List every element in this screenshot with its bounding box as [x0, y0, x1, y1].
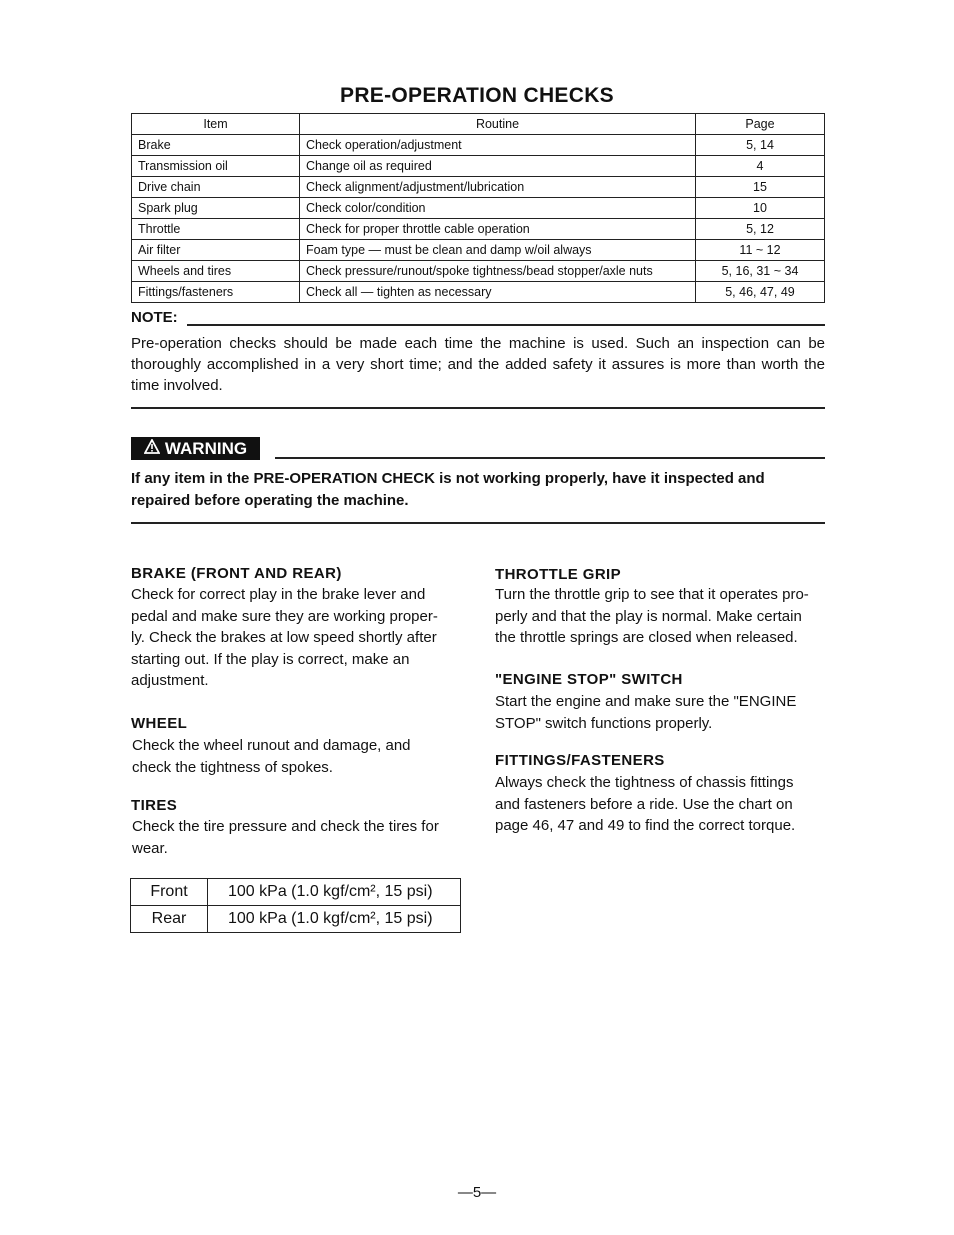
table-row	[132, 135, 825, 156]
cell-item: Drive chain	[132, 177, 300, 198]
table-row	[132, 261, 825, 282]
text-line: and fasteners before a ride. Use the chart on	[495, 795, 793, 813]
text-line: pedal and make sure they are working proper-	[131, 607, 438, 625]
text-line: perly and that the play is normal. Make certain	[495, 607, 802, 625]
section-heading-fittings: FITTINGS/FASTENERS	[495, 752, 665, 769]
table-row	[132, 240, 825, 261]
cell-routine: Check for proper throttle cable operation	[300, 219, 696, 240]
cell-routine: Check pressure/runout/spoke tightness/bead stopper/axle nuts	[300, 261, 696, 282]
section-heading-wheel: WHEEL	[131, 715, 188, 732]
text-line: Check the tire pressure and check the tires for	[132, 818, 439, 835]
text-line: adjustment.	[131, 672, 209, 689]
section-heading-throttle: THROTTLE GRIP	[495, 566, 622, 583]
table-row	[131, 906, 461, 933]
tire-rear-label: Rear	[131, 906, 208, 933]
note-text: Pre-operation checks should be made each time the machine is used. Such an inspection can be thoroughly accomplished in a very short time; and the added safety it assures is more than worth the time involved.	[131, 335, 825, 394]
cell-item: Air filter	[132, 240, 300, 261]
cell-page: 11 ~ 12	[696, 240, 825, 261]
warning-badge	[131, 437, 260, 460]
section-body-engine-stop	[495, 691, 830, 734]
table-row	[132, 282, 825, 303]
text-line: the throttle springs are closed when released.	[495, 629, 798, 646]
cell-routine: Change oil as required	[300, 156, 696, 177]
cell-page: 5, 46, 47, 49	[696, 282, 825, 303]
table-row	[132, 219, 825, 240]
table-row	[132, 198, 825, 219]
cell-item: Throttle	[132, 219, 300, 240]
column-header-page: Page	[696, 114, 825, 135]
note-label: NOTE:	[131, 309, 178, 326]
cell-page: 10	[696, 198, 825, 219]
text-line: page 46, 47 and 49 to find the correct torque.	[495, 817, 796, 834]
tire-front-label: Front	[131, 879, 208, 906]
section-body-wheel	[132, 735, 462, 778]
column-header-item: Item	[132, 114, 300, 135]
tire-pressure-table	[130, 878, 461, 933]
section-body-throttle	[495, 584, 830, 649]
cell-item: Fittings/fasteners	[132, 282, 300, 303]
note-rule	[187, 324, 825, 326]
page-title: PRE-OPERATION CHECKS	[340, 84, 614, 107]
text-line: Check for correct play in the brake lever and	[131, 586, 426, 603]
text-line: Start the engine and make sure the "ENGINE	[495, 693, 797, 710]
cell-item: Spark plug	[132, 198, 300, 219]
note-end-rule	[131, 407, 825, 409]
warning-text: If any item in the PRE-OPERATION CHECK is not working properly, have it inspected and repaired before operating the machine.	[131, 470, 765, 509]
warning-triangle-icon	[144, 439, 160, 459]
text-line: STOP" switch functions properly.	[495, 714, 713, 732]
cell-page: 15	[696, 177, 825, 198]
section-body-tires	[132, 816, 462, 859]
cell-page: 4	[696, 156, 825, 177]
section-heading-brake: BRAKE (FRONT AND REAR)	[131, 565, 342, 582]
cell-page: 5, 12	[696, 219, 825, 240]
cell-item: Brake	[132, 135, 300, 156]
text-line: Always check the tightness of chassis fittings	[495, 774, 794, 791]
text-line: check the tightness of spokes.	[132, 758, 333, 776]
section-heading-engine-stop: "ENGINE STOP" SWITCH	[495, 671, 683, 688]
text-line: starting out. If the play is correct, make an	[131, 650, 410, 668]
cell-item: Transmission oil	[132, 156, 300, 177]
section-heading-tires: TIRES	[131, 797, 178, 814]
table-row	[131, 879, 461, 906]
cell-routine: Foam type — must be clean and damp w/oil always	[300, 240, 696, 261]
section-body-brake	[131, 584, 461, 692]
cell-page: 5, 16, 31 ~ 34	[696, 261, 825, 282]
cell-routine: Check all — tighten as necessary	[300, 282, 696, 303]
cell-routine: Check operation/adjustment	[300, 135, 696, 156]
cell-routine: Check alignment/adjustment/lubrication	[300, 177, 696, 198]
page-number: —5—	[457, 1184, 497, 1201]
text-line: Check the wheel runout and damage, and	[132, 737, 411, 754]
column-header-routine: Routine	[300, 114, 696, 135]
table-row	[132, 177, 825, 198]
text-line: Turn the throttle grip to see that it operates pro-	[495, 586, 809, 603]
table-header-row	[132, 114, 825, 135]
table-row	[132, 156, 825, 177]
warning-label: WARNING	[164, 438, 248, 458]
warning-end-rule	[131, 522, 825, 524]
pre-operation-checks-table	[131, 113, 825, 303]
text-line: wear.	[132, 839, 168, 857]
cell-routine: Check color/condition	[300, 198, 696, 219]
cell-page: 5, 14	[696, 135, 825, 156]
section-body-fittings	[495, 772, 830, 837]
cell-item: Wheels and tires	[132, 261, 300, 282]
text-line: ly. Check the brakes at low speed shortly after	[131, 629, 437, 646]
tire-front-value: 100 kPa (1.0 kgf/cm², 15 psi)	[208, 879, 461, 906]
warning-rule	[275, 457, 825, 459]
tire-rear-value: 100 kPa (1.0 kgf/cm², 15 psi)	[208, 906, 461, 933]
